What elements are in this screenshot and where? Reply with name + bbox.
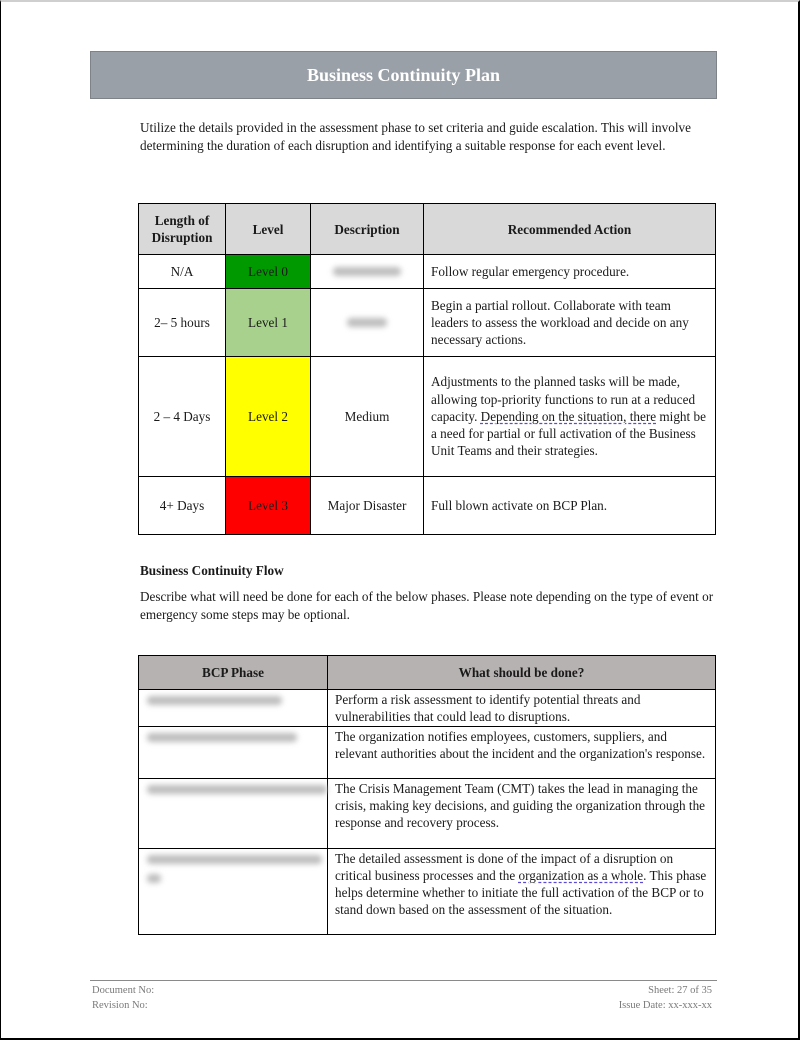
phase-cell-redacted (139, 848, 328, 934)
header-recommended-action: Recommended Action (424, 204, 716, 255)
table-header-row (139, 204, 716, 255)
flow-description: Describe what will need be done for each of the below phases. Please note depending on the type of event or emergency some steps may be optional. (140, 589, 714, 622)
table-row (139, 690, 716, 727)
table-header-row (139, 656, 716, 690)
action-cell: The organization notifies employees, customers, suppliers, and relevant authorities about the incident and the organization's response. (328, 726, 716, 778)
action-cell: Perform a risk assessment to identify potential threats and vulnerabilities that could lead to disruptions. (328, 690, 716, 727)
table-row (139, 848, 716, 934)
redacted-text (347, 318, 387, 327)
action-cell (424, 357, 716, 477)
action-cell: The Crisis Management Team (CMT) takes the lead in managing the crisis, making key decisions, and guiding the organization through the response and recovery process. (328, 778, 716, 848)
disruption-levels-table (138, 203, 716, 535)
action-text: might be a need for partial or full activation of the Business Unit Teams and their strategies. (431, 408, 706, 459)
phase-cell-redacted (139, 690, 328, 727)
redacted-text (147, 785, 327, 794)
header-level: Level (226, 204, 311, 255)
header-length: Length of Disruption (139, 204, 226, 255)
description-cell-redacted (311, 289, 424, 357)
page-title: Business Continuity Plan (306, 64, 501, 85)
sheet-number: Sheet: 27 of 35 (648, 985, 712, 996)
redacted-text (147, 733, 297, 742)
action-cell (328, 848, 716, 934)
phase-cell-redacted (139, 726, 328, 778)
action-text: . This phase helps determine whether to initiate the full activation of the BCP or to stand down based on the assessment of the situation. (335, 867, 707, 918)
redacted-text (147, 696, 282, 705)
description-cell-redacted (311, 255, 424, 289)
action-cell: Full blown activate on BCP Plan. (424, 477, 716, 535)
level-cell: Level 1 (226, 289, 311, 357)
redacted-text (147, 874, 161, 883)
length-cell: N/A (139, 255, 226, 289)
length-cell: 2 – 4 Days (139, 357, 226, 477)
header-what-should-be-done: What should be done? (328, 656, 716, 690)
table-row (139, 255, 716, 289)
intro-paragraph: Utilize the details provided in the assessment phase to set criteria and guide escalation. This will involve determining the duration of each disruption and identifying a suitable response for each event level. (140, 120, 691, 153)
action-text: Adjustments to the planned tasks will be made, allowing top-priority functions to run at a reduced capacity. (431, 374, 696, 424)
length-cell: 2– 5 hours (139, 289, 226, 357)
grammar-flagged-text[interactable]: organization as a whole (518, 867, 644, 883)
header-description: Description (311, 204, 424, 255)
table-row (139, 477, 716, 535)
level-cell: Level 3 (226, 477, 311, 535)
level-cell: Level 2 (226, 357, 311, 477)
section-heading: Business Continuity Flow (140, 563, 284, 578)
action-text: The detailed assessment is done of the impact of a disruption on critical business processes and the (335, 850, 674, 883)
action-cell: Follow regular emergency procedure. (424, 255, 716, 289)
table-row (139, 289, 716, 357)
description-cell: Major Disaster (311, 477, 424, 535)
title-banner (90, 51, 717, 99)
description-cell: Medium (311, 357, 424, 477)
table-row (139, 357, 716, 477)
table-row (139, 778, 716, 848)
action-cell: Begin a partial rollout. Collaborate with team leaders to assess the workload and decide on any necessary actions. (424, 289, 716, 357)
bcp-flow-table (138, 655, 716, 935)
header-bcp-phase: BCP Phase (139, 656, 328, 690)
table-row (139, 726, 716, 778)
length-cell: 4+ Days (139, 477, 226, 535)
document-number: Document No: (92, 985, 155, 996)
revision-number: Revision No: (92, 1000, 148, 1011)
footer-left (92, 983, 154, 1013)
redacted-text (147, 855, 322, 864)
grammar-flagged-text[interactable]: Depending on the situation, there (480, 408, 657, 424)
redacted-text (333, 267, 401, 276)
level-cell: Level 0 (226, 255, 311, 289)
phase-cell-redacted (139, 778, 328, 848)
footer-right (619, 983, 712, 1013)
issue-date: Issue Date: xx-xxx-xx (618, 1000, 712, 1011)
footer-divider (90, 980, 717, 981)
